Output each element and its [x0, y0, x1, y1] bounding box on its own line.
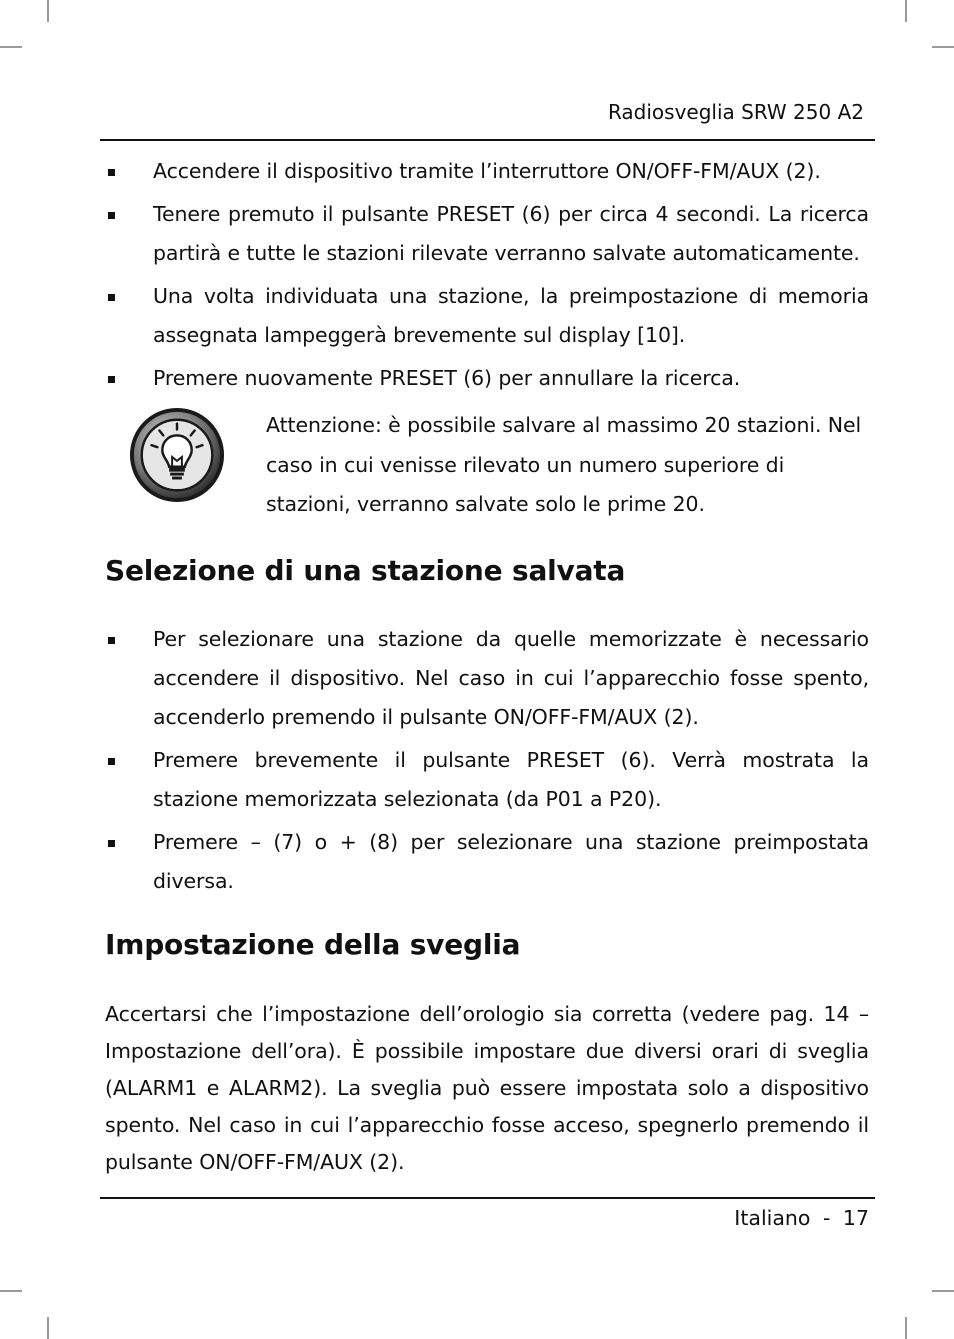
bullet-list-section1: [105, 620, 869, 905]
list-item: [105, 741, 869, 819]
bullet-icon: [108, 637, 115, 644]
body-paragraph: Accertarsi che l’impostazione dell’orologio sia corretta (vedere pag. 14 – Impostazione dell’ora). È possibile impostare due diversi orari di sveglia (ALARM1 e ALARM2). La sveglia può essere impostata solo a dispositivo spento. Nel caso in cui l’apparecchio fosse acceso, spegnerlo premendo il pulsante ON/OFF-FM/AUX (2).: [105, 1002, 869, 1174]
footer-rule: [100, 1197, 875, 1199]
page-footer: [734, 1206, 869, 1230]
crop-mark: [47, 1317, 49, 1339]
list-item: [105, 277, 869, 355]
bullet-list-top: [105, 152, 869, 402]
footer-language: Italiano: [734, 1206, 811, 1230]
list-item: [105, 152, 869, 191]
page-header-title: Radiosveglia SRW 250 A2: [607, 100, 864, 124]
crop-mark: [905, 0, 907, 22]
bullet-icon: [108, 169, 115, 176]
list-item-text: Tenere premuto il pulsante PRESET (6) per circa 4 secondi. La ricerca partirà e tutte le stazioni rilevate verranno salvate automaticamente.: [153, 202, 869, 265]
list-item: [105, 823, 869, 901]
note-text: Attenzione: è possibile salvare al massimo 20 stazioni. Nel caso in cui venisse rilevato un numero superiore di stazioni, verranno salvate solo le prime 20.: [266, 413, 862, 516]
list-item-text: Premere brevemente il pulsante PRESET (6). Verrà mostrata la stazione memorizzata selezionata (da P01 a P20).: [153, 748, 869, 811]
bullet-icon: [108, 376, 115, 383]
list-item: [105, 195, 869, 273]
list-item-text: Premere nuovamente PRESET (6) per annullare la ricerca.: [153, 366, 741, 390]
crop-mark: [932, 46, 954, 48]
bullet-icon: [108, 294, 115, 301]
crop-mark: [932, 1290, 954, 1292]
crop-mark: [905, 1317, 907, 1339]
crop-mark: [0, 46, 22, 48]
footer-separator: -: [822, 1206, 831, 1230]
list-item: [105, 359, 869, 398]
list-item-text: Accendere il dispositivo tramite l’interruttore ON/OFF-FM/AUX (2).: [153, 159, 821, 183]
page-number: 17: [842, 1206, 869, 1230]
crop-mark: [47, 0, 49, 22]
section-heading: Impostazione della sveglia: [105, 928, 521, 961]
header-rule: [100, 139, 875, 141]
section-heading: Selezione di una stazione salvata: [105, 554, 626, 587]
lightbulb-icon: [128, 406, 226, 504]
bullet-icon: [108, 758, 115, 765]
bullet-icon: [108, 840, 115, 847]
crop-mark: [0, 1290, 22, 1292]
list-item-text: Per selezionare una stazione da quelle memorizzate è necessario accendere il dispositivo. Nel caso in cui l’apparecchio fosse spento, accenderlo premendo il pulsante ON/OFF-FM/AUX (2).: [153, 627, 869, 729]
list-item-text: Premere – (7) o + (8) per selezionare una stazione preimpostata diversa.: [153, 830, 869, 893]
list-item: [105, 620, 869, 737]
list-item-text: Una volta individuata una stazione, la preimpostazione di memoria assegnata lampeggerà brevemente sul display [10].: [153, 284, 869, 347]
bullet-icon: [108, 212, 115, 219]
